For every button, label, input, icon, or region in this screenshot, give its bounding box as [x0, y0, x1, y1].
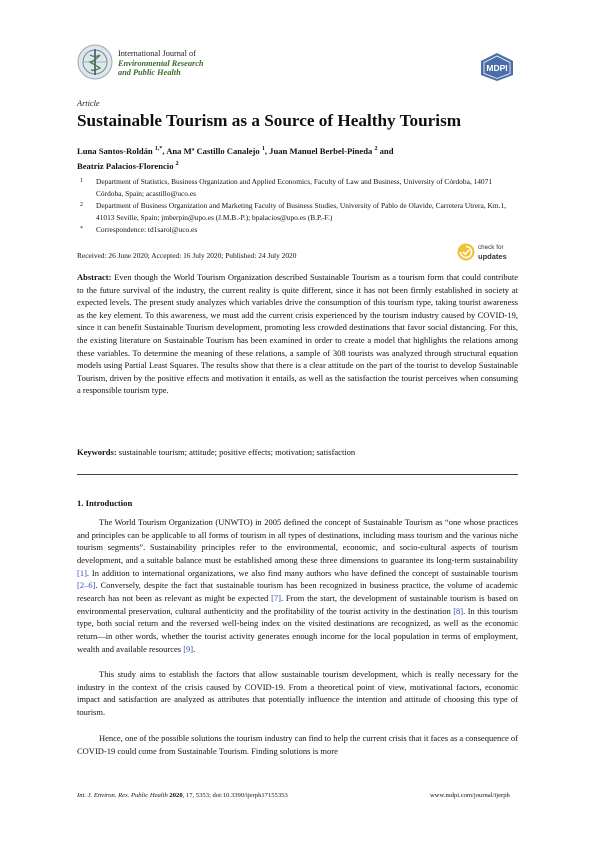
- author-name[interactable]: Beatriz Palacios-Florencio: [77, 160, 174, 171]
- keywords: [77, 447, 518, 457]
- author-affiliation-mark: 1: [261, 146, 265, 152]
- footer-doi[interactable]: , 17, 5353; doi:10.3390/ijerph17155353: [182, 792, 288, 799]
- journal-name-line2: Environmental Research: [118, 58, 204, 68]
- citation-link[interactable]: [8]: [453, 605, 464, 616]
- keywords-text: sustainable tourism; attitude; positive effects; motivation; satisfaction: [118, 447, 356, 457]
- affiliation-number: *: [80, 226, 83, 232]
- check-updates-line2: updates: [478, 252, 507, 261]
- author-name[interactable]: Juan Manuel Berbel-Pineda: [269, 145, 373, 156]
- affiliation-text: Department of Statistics, Business Organization and Applied Economics, Faculty of Law and Business, University of Córdoba, 14071 Córdoba, Spain; acastillo@uco.es: [96, 177, 493, 198]
- author-affiliation-mark: 1,*: [154, 146, 163, 152]
- author-affiliation-mark: 2: [175, 160, 179, 167]
- footer-journal-abbrev: Int. J. Environ. Res. Public Health: [77, 792, 168, 799]
- article-type: Article: [77, 99, 100, 108]
- check-updates-icon: [457, 243, 475, 261]
- body-paragraph-1: The World Tourism Organization (UNWTO) in 2005 defined the concept of Sustainable Tourism as “one whose practices and principles can be applicable to all forms of tourism in all types of destinations, including mass tourism and the various niche tourism segments”. Sustainability principles refer to the environmental, economic, and socio-cultural aspects of tourism development, and a suitable balance must be established among these three dimensions to guarantee its long-term sustainability [1]. In addition to international organizations, we also find many authors who have defined the concept of sustainable tourism [2–6]. Conversely, despite the fact that sustainable tourism has been recognized in business practice, the volume of academic research has not been as relevant as might be expected [7]. From the start, the development of sustainable tourism is based on environmental preservation, cultural authenticity and the profitability of the tourist activity in the destination [8]. In this tourism type, both social return and the reversed well-being index on the visited destinations are recognized, as well as the economic return—in other words, whether the tourist activity generates enough income for the local population in terms of employment, wealth and available resources [9].: [77, 517, 519, 654]
- footer-citation: [77, 792, 288, 799]
- body-paragraph-3: Hence, one of the possible solutions the tourism industry can find to help the current crisis that it faces as a consequence of COVID-19 could come from Sustainable Tourism. Finding solutions is more: [77, 733, 518, 756]
- section-divider: [77, 474, 518, 475]
- journal-name-line1: International Journal of: [118, 49, 196, 58]
- section-heading: 1. Introduction: [77, 498, 133, 508]
- abstract-text: Even though the World Tourism Organization described Sustainable Tourism as a tourism form that could contribute to the future survival of the industry, the current reality is quite different, since it has not been firmly established in society at expected levels. The present study analyzes which variables drive the consumption of this tourism type, taking tourist awareness as the key element. To this awareness, we must add the current crisis experienced by the tourism industry caused by COVID-19, since it can benefit Sustainable Tourism development, promoting less crowded destinations that favor social distancing. For this, the existing literature on Sustainable Tourism has been examined in order to create a model that highlights the relations among these variables. To determine the meaning of these relations, a sample of 308 tourists was analyzed through structural equation models using Partial Least Squares. The results show that there is a clear attitude on the part of the tourist to develop Sustainable Tourism, driven by the positive effects and motivation it entails, as well as the satisfaction the tourist perceives when consuming a responsible tourism type.: [77, 272, 518, 396]
- affiliation-2: [77, 200, 522, 224]
- mdpi-logo-icon[interactable]: [476, 52, 518, 82]
- abstract-label: Abstract:: [77, 272, 112, 282]
- author-list: Luna Santos-Roldán $^{1,*}$, Ana Mª Castillo Canalejo $^1$, Juan Manuel Berbel-Pineda $^2$ and Beatriz Palacios-Florencio $^2$: [77, 145, 394, 171]
- footer-journal-url[interactable]: www.mdpi.com/journal/ijerph: [430, 792, 510, 799]
- citation-link[interactable]: [9]: [183, 643, 194, 654]
- author-name[interactable]: Luna Santos-Roldán: [77, 145, 153, 156]
- abstract: [77, 271, 518, 397]
- correspondence-text: Correspondence: td1sarol@uco.es: [96, 225, 198, 234]
- footer-year: 2020: [169, 792, 183, 799]
- article-title: Sustainable Tourism as a Source of Healthy Tourism: [77, 111, 462, 130]
- check-updates-line1: check for: [478, 244, 504, 251]
- journal-name: [118, 49, 204, 78]
- author-name[interactable]: Ana Mª Castillo Canalejo: [166, 145, 260, 156]
- author-conjunction: and: [379, 145, 394, 156]
- author-affiliation-mark: 2: [374, 146, 378, 152]
- publication-dates: Received: 26 June 2020; Accepted: 16 July 2020; Published: 24 July 2020: [77, 251, 297, 260]
- citation-link[interactable]: [7]: [271, 592, 281, 603]
- mdpi-logo-text: MDPI: [486, 63, 508, 73]
- affiliation-text: Department of Business Organization and Marketing Faculty of Business Studies, University of Pablo de Olavide, Carretera Utrera, Km.1, 41013 Seville, Spain; jmberpin@upo.es (J.M.B.-P.); bpalacios@upo.es (B.P.-F.): [96, 201, 506, 222]
- citation-link[interactable]: [2–6]: [77, 580, 96, 591]
- check-for-updates-button[interactable]: [457, 242, 523, 264]
- body-paragraph-2: This study aims to establish the factors that allow sustainable tourism development, which is really necessary for the industry in the context of the crisis caused by COVID-19. From a theoretical point of view, motivational factors, economic impact and satisfaction are analyzed as attributes that potentially influence the intention and attitude of choosing this type of tourism.: [77, 669, 518, 717]
- affiliation-number: 1: [80, 178, 83, 184]
- citation-link[interactable]: [1]: [77, 567, 87, 578]
- correspondence: [77, 224, 522, 236]
- affiliation-number: 2: [80, 202, 83, 208]
- journal-name-line3: and Public Health: [118, 68, 181, 77]
- keywords-label: Keywords:: [77, 447, 117, 457]
- journal-logo-icon: [77, 44, 113, 80]
- affiliation-1: [77, 176, 522, 200]
